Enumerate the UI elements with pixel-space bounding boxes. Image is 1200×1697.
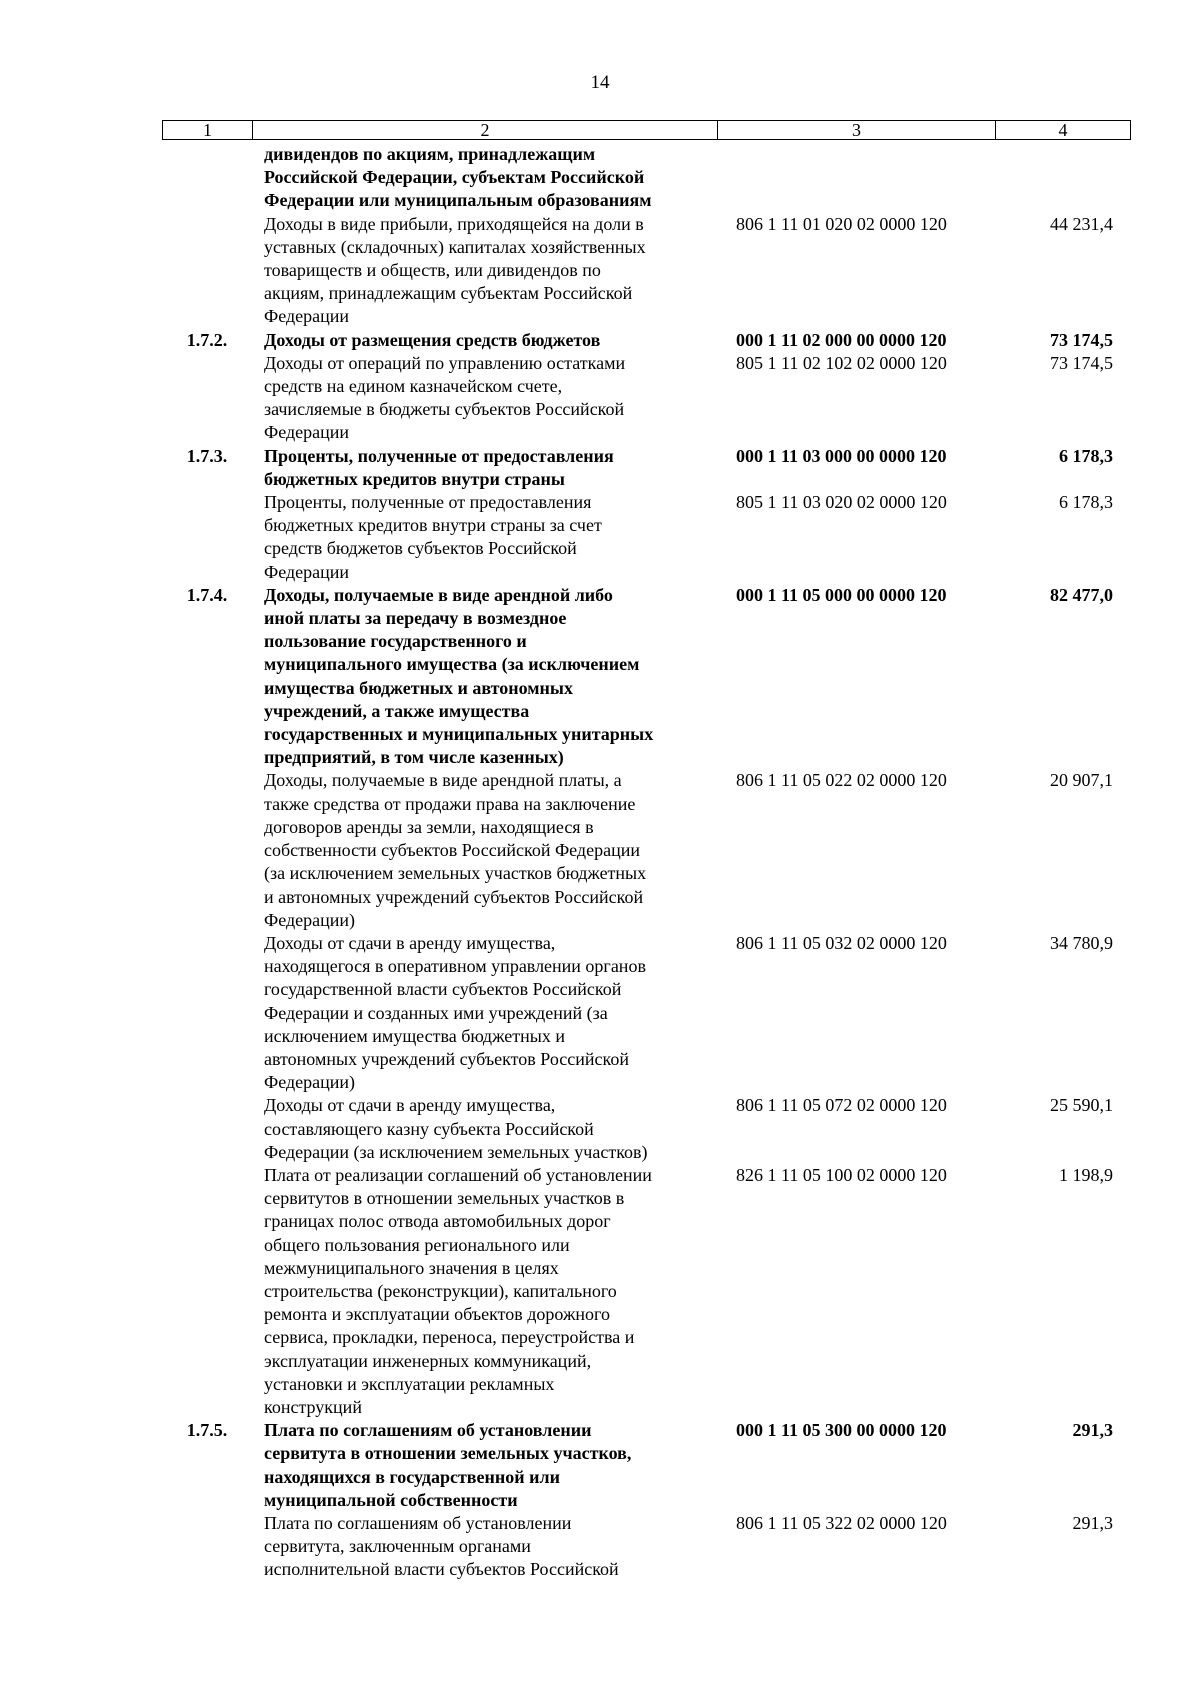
table-row (162, 1164, 1131, 1419)
row-name (262, 932, 709, 1094)
row-name-line: уставных (складочных) капиталах хозяйственных (264, 236, 646, 257)
row-name-line: Доходы от операций по управлению остатками (264, 352, 626, 373)
row-code: 000 1 11 05 000 00 0000 120 (736, 584, 947, 605)
row-name-line: государственной власти субъектов Российской (264, 979, 622, 1000)
row-name-line: общего пользования регионального или (264, 1234, 570, 1255)
row-name-line: эксплуатации инженерных коммуникаций, (264, 1350, 592, 1371)
header-col-2: 2 (253, 121, 718, 139)
row-name-line: Проценты, полученные от предоставления (264, 492, 592, 513)
row-code: 806 1 11 05 032 02 0000 120 (736, 932, 947, 953)
row-number (162, 143, 262, 213)
row-code: 806 1 11 05 322 02 0000 120 (736, 1512, 947, 1533)
row-name-line: строительства (реконструкции), капитального (264, 1280, 617, 1301)
row-name-line: (за исключением земельных участков бюджетных (264, 863, 647, 884)
row-name-line: средств на едином казначейском счете, (264, 376, 563, 397)
row-name-line: Плата по соглашениям об установлении (264, 1420, 592, 1441)
row-name-line: установки и эксплуатации рекламных (264, 1373, 555, 1394)
row-name-line: составляющего казну субъекта Российской (264, 1118, 594, 1139)
row-amount: 1 198,9 (1059, 1164, 1113, 1185)
header-col-4: 4 (1058, 120, 1068, 140)
row-name-line: средств бюджетов субъектов Российской (264, 538, 577, 559)
row-name-line: товариществ и обществ, или дивидендов по (264, 260, 601, 281)
row-name-line: имущества бюджетных и автономных (264, 677, 573, 698)
row-name (262, 1164, 709, 1419)
row-name-line: пользование государственного и (264, 631, 527, 652)
row-amount: 291,3 (1072, 1420, 1113, 1441)
row-name-line: Федерации (за исключением земельных участков) (264, 1141, 648, 1162)
row-amount: 20 907,1 (1050, 770, 1113, 791)
row-name-line: бюджетных кредитов внутри страны (264, 468, 565, 489)
row-amount: 6 178,3 (1059, 445, 1113, 466)
row-code: 806 1 11 01 020 02 0000 120 (736, 213, 947, 234)
row-name-line: муниципального имущества (за исключением (264, 654, 640, 675)
row-name-line: также средства от продажи права на заключение (264, 793, 636, 814)
row-name-line: автономных учреждений субъектов Российской (264, 1048, 629, 1069)
row-name-line: сервитутов в отношении земельных участков в (264, 1188, 625, 1209)
row-name-line: Плата от реализации соглашений об установлении (264, 1164, 652, 1185)
row-amount (987, 143, 1113, 213)
row-name-line: находящихся в государственной или (264, 1466, 560, 1487)
table-row (162, 1512, 1131, 1582)
page-number: 14 (590, 72, 610, 93)
row-code: 806 1 11 05 022 02 0000 120 (736, 770, 947, 791)
table-row (162, 445, 1131, 491)
row-amount: 44 231,4 (1050, 213, 1113, 234)
row-amount: 73 174,5 (1050, 352, 1113, 373)
table-row (162, 143, 1131, 213)
row-name-line: сервитута в отношении земельных участков, (264, 1443, 632, 1464)
row-name-line: Плата по соглашениям об установлении (264, 1512, 572, 1533)
row-name (262, 1512, 709, 1582)
row-code: 000 1 11 05 300 00 0000 120 (736, 1420, 947, 1441)
row-name-line: Доходы от размещения средств бюджетов (264, 329, 601, 350)
row-name (262, 445, 709, 491)
row-number (162, 932, 262, 1094)
row-name-line: акциям, принадлежащим субъектам Российской (264, 283, 633, 304)
row-name-line: Проценты, полученные от предоставления (264, 445, 614, 466)
table-row (162, 491, 1131, 584)
row-number (162, 352, 262, 445)
row-name-line: собственности субъектов Российской Федерации (264, 840, 640, 861)
row-name-line: государственных и муниципальных унитарных (264, 724, 654, 745)
row-name-line: Федерации) (264, 1072, 356, 1093)
table-row (162, 329, 1131, 352)
row-name-line: дивидендов по акциям, принадлежащим (264, 144, 596, 164)
row-name (262, 769, 709, 931)
row-name-line: предприятий, в том числе казенных) (264, 747, 564, 768)
row-code (709, 143, 987, 213)
row-name-line: конструкций (264, 1396, 362, 1417)
row-code: 805 1 11 02 102 02 0000 120 (736, 352, 947, 373)
row-number: 1.7.5. (186, 1420, 228, 1441)
row-number (162, 1512, 262, 1582)
row-number (162, 769, 262, 931)
row-amount: 291,3 (1072, 1512, 1113, 1533)
row-name (262, 213, 709, 329)
row-amount: 25 590,1 (1050, 1095, 1113, 1116)
row-name-line: межмуниципального значения в целях (264, 1257, 559, 1278)
table-row (162, 1094, 1131, 1164)
row-name (262, 491, 709, 584)
row-name-line: Федерации (264, 306, 350, 327)
row-name-line: Федерации) (264, 909, 356, 930)
row-name-line: учреждений, а также имущества (264, 700, 530, 721)
row-name-line: Доходы, получаемые в виде арендной платы, а (264, 770, 622, 791)
table-row (162, 1419, 1131, 1512)
row-name-line: исключением имущества бюджетных и (264, 1025, 565, 1046)
row-number: 1.7.3. (186, 445, 228, 466)
row-code: 000 1 11 03 000 00 0000 120 (736, 445, 947, 466)
row-name-line: муниципальной собственности (264, 1489, 518, 1510)
row-name-line: Российской Федерации, субъектам Российской (264, 167, 645, 188)
row-name-line: границах полос отвода автомобильных дорог (264, 1211, 611, 1232)
row-number (162, 213, 262, 329)
row-name-line: иной платы за передачу в возмездное (264, 608, 567, 629)
row-code: 826 1 11 05 100 02 0000 120 (736, 1164, 947, 1185)
row-number (162, 491, 262, 584)
row-code: 000 1 11 02 000 00 0000 120 (736, 329, 947, 350)
row-code: 806 1 11 05 072 02 0000 120 (736, 1095, 947, 1116)
table-row (162, 352, 1131, 445)
row-amount: 6 178,3 (1059, 492, 1113, 513)
row-name-line: ремонта и эксплуатации объектов дорожного (264, 1304, 610, 1325)
row-name (262, 584, 709, 770)
row-name-line: Доходы от сдачи в аренду имущества, (264, 1095, 556, 1116)
row-name (262, 1419, 709, 1512)
row-amount: 82 477,0 (1050, 584, 1113, 605)
table-row (162, 584, 1131, 770)
row-amount: 73 174,5 (1050, 329, 1113, 350)
row-name-line: Федерации (264, 422, 350, 443)
row-name-line: договоров аренды за земли, находящиеся в (264, 816, 594, 837)
row-name (262, 143, 709, 213)
table-row (162, 769, 1131, 931)
row-name-line: исполнительной власти субъектов Российской (264, 1559, 619, 1580)
row-amount: 34 780,9 (1050, 932, 1113, 953)
row-name-line: Доходы, получаемые в виде арендной либо (264, 584, 613, 605)
row-name-line: Федерации и созданных ими учреждений (за (264, 1002, 608, 1023)
table-row (162, 932, 1131, 1094)
row-name-line: находящегося в оперативном управлении органов (264, 956, 646, 977)
row-name-line: сервитута, заключенным органами (264, 1536, 531, 1557)
row-name-line: Доходы от сдачи в аренду имущества, (264, 932, 556, 953)
row-number (162, 1164, 262, 1419)
row-name-line: Федерации или муниципальным образованиям (264, 190, 652, 211)
row-name-line: бюджетных кредитов внутри страны за счет (264, 515, 602, 536)
row-name (262, 329, 709, 352)
row-name-line: сервиса, прокладки, переноса, переустройства и (264, 1327, 635, 1348)
row-number (162, 1094, 262, 1164)
row-number: 1.7.4. (186, 584, 228, 605)
header-col-1: 1 (163, 121, 253, 139)
row-name-line: Федерации (264, 561, 350, 582)
header-col-3: 3 (718, 121, 996, 139)
row-number: 1.7.2. (186, 329, 228, 350)
row-name (262, 1094, 709, 1164)
row-name-line: и автономных учреждений субъектов Российской (264, 886, 644, 907)
row-name-line: зачисляемые в бюджеты субъектов Российской (264, 399, 625, 420)
row-name-line: Доходы в виде прибыли, приходящейся на доли в (264, 213, 644, 234)
table-header (162, 120, 1131, 140)
table-body (162, 143, 1131, 1582)
row-name (262, 352, 709, 445)
table-row (162, 213, 1131, 329)
row-code: 805 1 11 03 020 02 0000 120 (736, 492, 947, 513)
